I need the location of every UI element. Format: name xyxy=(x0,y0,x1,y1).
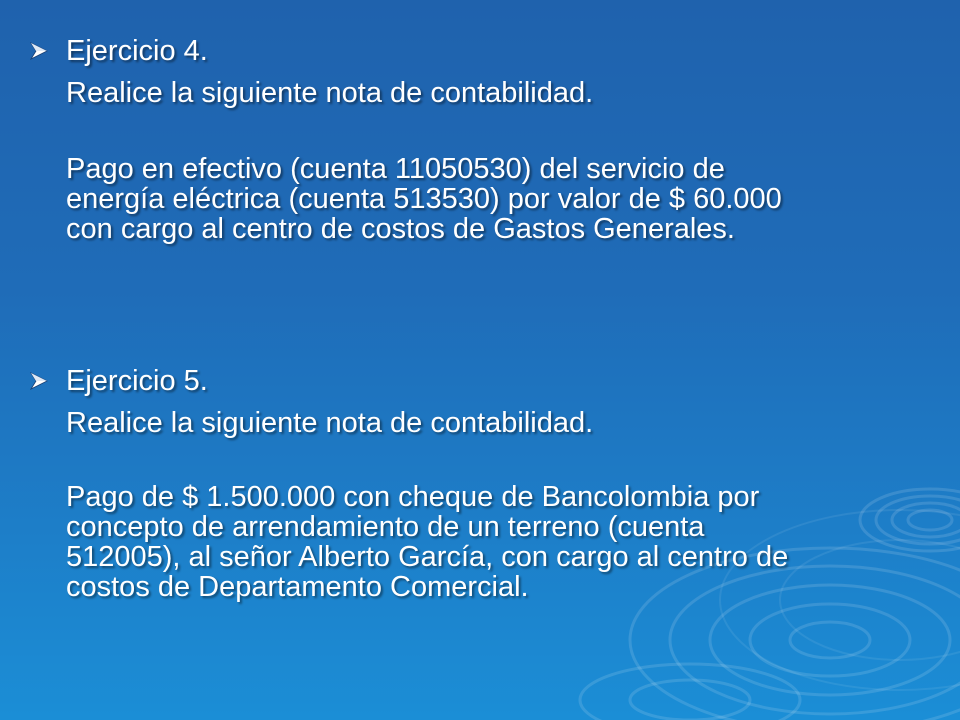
exercise-4-description-line: con cargo al centro de costos de Gastos Generales. xyxy=(66,213,735,245)
exercise-4-block xyxy=(0,35,960,245)
exercise-5-description-line: 512005), al señor Alberto García, con cargo al centro de xyxy=(66,541,789,573)
exercise-4-description-line: energía eléctrica (cuenta 513530) por valor de $ 60.000 xyxy=(66,183,782,215)
exercise-4-description-line: Pago en efectivo (cuenta 11050530) del servicio de xyxy=(66,153,725,185)
exercise-5-block xyxy=(0,365,960,603)
exercise-5-heading-row xyxy=(0,366,960,400)
arrow-bullet-icon xyxy=(30,372,48,390)
exercise-5-description-line: Pago de $ 1.500.000 con cheque de Bancolombia por xyxy=(66,481,760,513)
exercise-4-heading-row xyxy=(0,36,960,70)
exercise-4-heading: Ejercicio 4. xyxy=(66,35,208,67)
exercise-4-instruction: Realice la siguiente nota de contabilidad. xyxy=(66,77,594,109)
arrow-bullet-icon xyxy=(30,42,48,60)
exercise-5-description-line: concepto de arrendamiento de un terreno (cuenta xyxy=(66,511,705,543)
exercise-5-description xyxy=(66,482,886,602)
exercise-5-heading: Ejercicio 5. xyxy=(66,365,208,397)
exercise-4-description xyxy=(66,154,886,244)
exercise-5-description-line: costos de Departamento Comercial. xyxy=(66,571,529,603)
exercise-5-instruction: Realice la siguiente nota de contabilidad. xyxy=(66,407,594,439)
